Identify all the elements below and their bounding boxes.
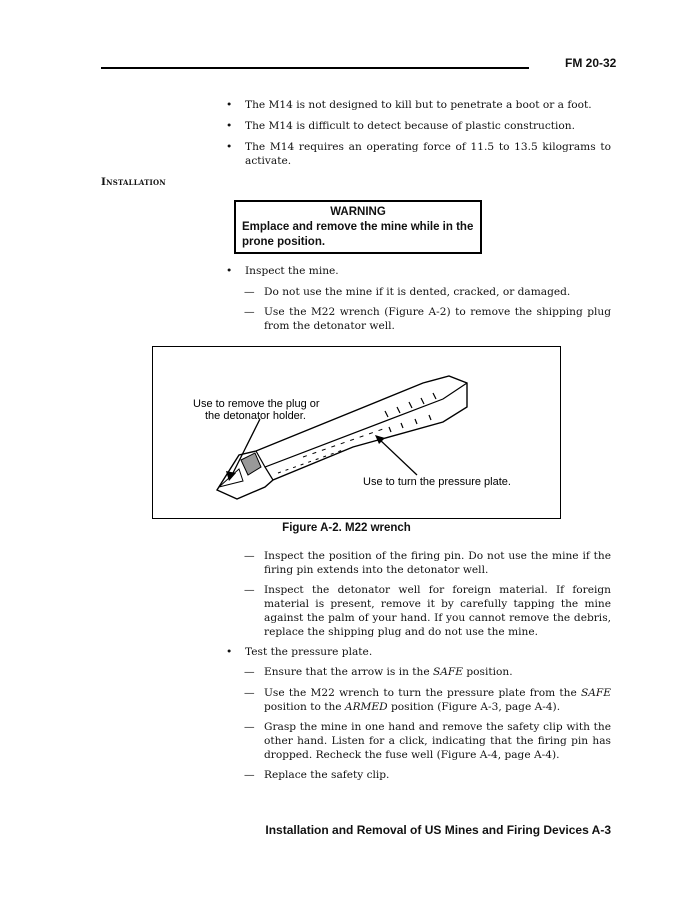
bullet-marker: • (226, 141, 233, 153)
dash-marker: — (244, 721, 255, 733)
test-dash-3: Grasp the mine in one hand and remove the safety clip with the other hand. Listen for a click, indicating that the firing pin has dropped. Recheck the fuse well (Figure A-4, page A-4). (264, 721, 611, 761)
firing-pin-dash: Inspect the position of the firing pin. Do not use the mine if the firing pin extends into the detonator well. (264, 550, 611, 576)
warning-body: Emplace and remove the mine while in the prone position. (242, 221, 474, 248)
wrench-illustration (153, 347, 560, 518)
warning-box (234, 200, 482, 254)
inspect-bullet: Inspect the mine. (245, 265, 339, 277)
section-heading: Installation (101, 176, 166, 188)
figure-m22-wrench (152, 346, 561, 519)
dash-marker: — (244, 687, 255, 699)
figure-label-bottom: Use to turn the pressure plate. (363, 476, 511, 488)
bullet-marker: • (226, 646, 233, 658)
dash-marker: — (244, 306, 255, 318)
test-bullet: Test the pressure plate. (245, 646, 373, 658)
figure-label-top-1: Use to remove the plug or (193, 398, 320, 410)
test-dash-1: Ensure that the arrow is in the SAFE position. (264, 666, 513, 678)
dash-marker: — (244, 584, 255, 596)
bullet-marker: • (226, 265, 233, 277)
dash-marker: — (244, 769, 255, 781)
manual-code: FM 20-32 (565, 56, 617, 70)
dash-marker: — (244, 666, 255, 678)
figure-label-top-2: the detonator holder. (205, 410, 306, 422)
warning-title: WARNING (330, 206, 386, 218)
dash-marker: — (244, 286, 255, 298)
foreign-material-dash: Inspect the detonator well for foreign material. If foreign material is present, remove it by carefully tapping the mine against the palm of your hand. If you cannot remove the debris, replace the shipping plug and do not use the mine. (264, 584, 611, 638)
inspect-dash-2: Use the M22 wrench (Figure A-2) to remove the shipping plug from the detonator well. (264, 306, 611, 332)
intro-bullet-3: The M14 requires an operating force of 11.5 to 13.5 kilograms to activate. (245, 141, 611, 167)
inspect-dash-1: Do not use the mine if it is dented, cracked, or damaged. (264, 286, 571, 298)
figure-caption: Figure A-2. M22 wrench (282, 522, 411, 534)
test-dash-2: Use the M22 wrench to turn the pressure plate from the SAFE position to the ARMED position (Figure A-3, page A-4). (264, 687, 611, 713)
intro-bullet-2: The M14 is difficult to detect because of plastic construction. (245, 120, 575, 132)
bullet-marker: • (226, 120, 233, 132)
dash-marker: — (244, 550, 255, 562)
test-dash-4: Replace the safety clip. (264, 769, 390, 781)
page-footer: Installation and Removal of US Mines and Firing Devices A-3 (265, 823, 611, 837)
bullet-marker: • (226, 99, 233, 111)
header-rule (101, 67, 529, 69)
intro-bullet-1: The M14 is not designed to kill but to penetrate a boot or a foot. (245, 99, 592, 111)
